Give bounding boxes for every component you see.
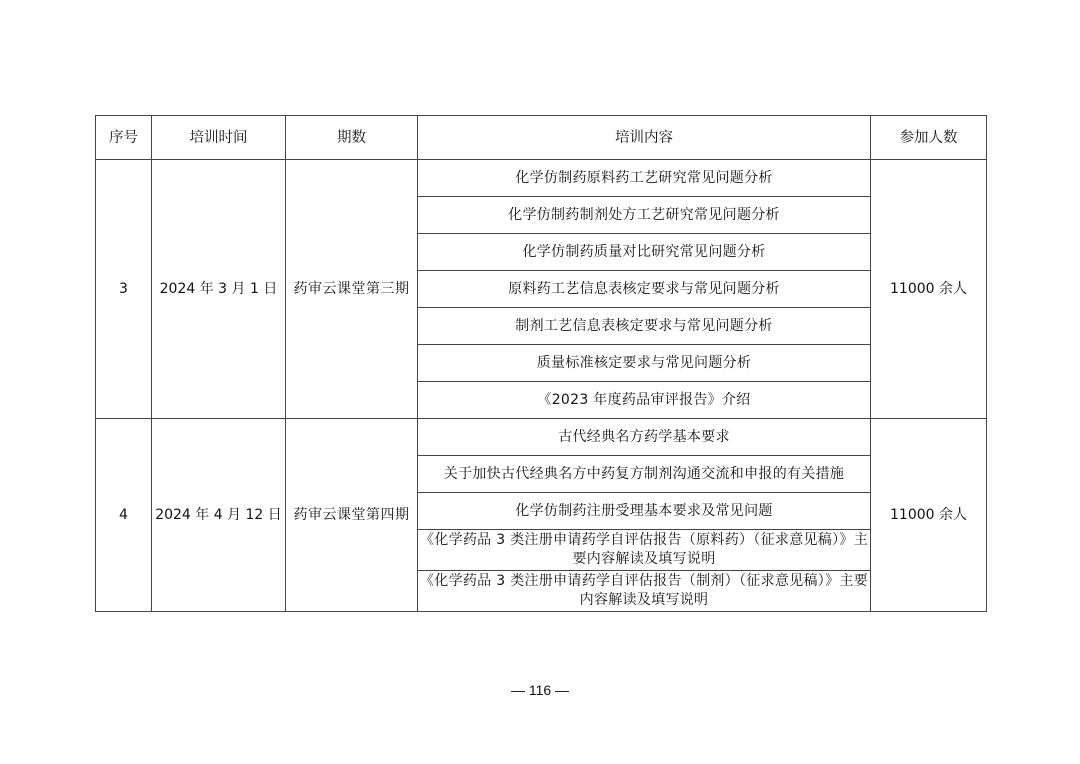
header-period: 期数 [286,116,418,160]
header-row [96,116,987,160]
training-content-item: 《2023 年度药品审评报告》介绍 [418,382,871,419]
training-content-item: 化学仿制药原料药工艺研究常见问题分析 [418,160,871,197]
training-date: 2024 年 3 月 1 日 [152,160,286,419]
attendance-count: 11000 余人 [871,419,987,612]
training-table [95,115,987,612]
row-index: 3 [96,160,152,419]
header-content: 培训内容 [418,116,871,160]
training-content-item: 制剂工艺信息表核定要求与常见问题分析 [418,308,871,345]
table-row [96,160,987,197]
row-index: 4 [96,419,152,612]
header-attendance: 参加人数 [871,116,987,160]
training-content-item: 化学仿制药制剂处方工艺研究常见问题分析 [418,197,871,234]
training-content-item: 《化学药品 3 类注册申请药学自评估报告（制剂）（征求意见稿）》主要内容解读及填写说明 [418,571,871,612]
training-date: 2024 年 4 月 12 日 [152,419,286,612]
training-content-item: 古代经典名方药学基本要求 [418,419,871,456]
training-content-item: 质量标准核定要求与常见问题分析 [418,345,871,382]
training-content-item: 关于加快古代经典名方中药复方制剂沟通交流和申报的有关措施 [418,456,871,493]
training-period: 药审云课堂第四期 [286,419,418,612]
training-content-item: 化学仿制药注册受理基本要求及常见问题 [418,493,871,530]
header-index: 序号 [96,116,152,160]
training-period: 药审云课堂第三期 [286,160,418,419]
attendance-count: 11000 余人 [871,160,987,419]
training-content-item: 化学仿制药质量对比研究常见问题分析 [418,234,871,271]
training-content-item: 原料药工艺信息表核定要求与常见问题分析 [418,271,871,308]
header-date: 培训时间 [152,116,286,160]
training-content-item: 《化学药品 3 类注册申请药学自评估报告（原料药）（征求意见稿）》主要内容解读及填写说明 [418,530,871,571]
page-number: — 116 — [510,682,570,698]
table-row [96,419,987,456]
